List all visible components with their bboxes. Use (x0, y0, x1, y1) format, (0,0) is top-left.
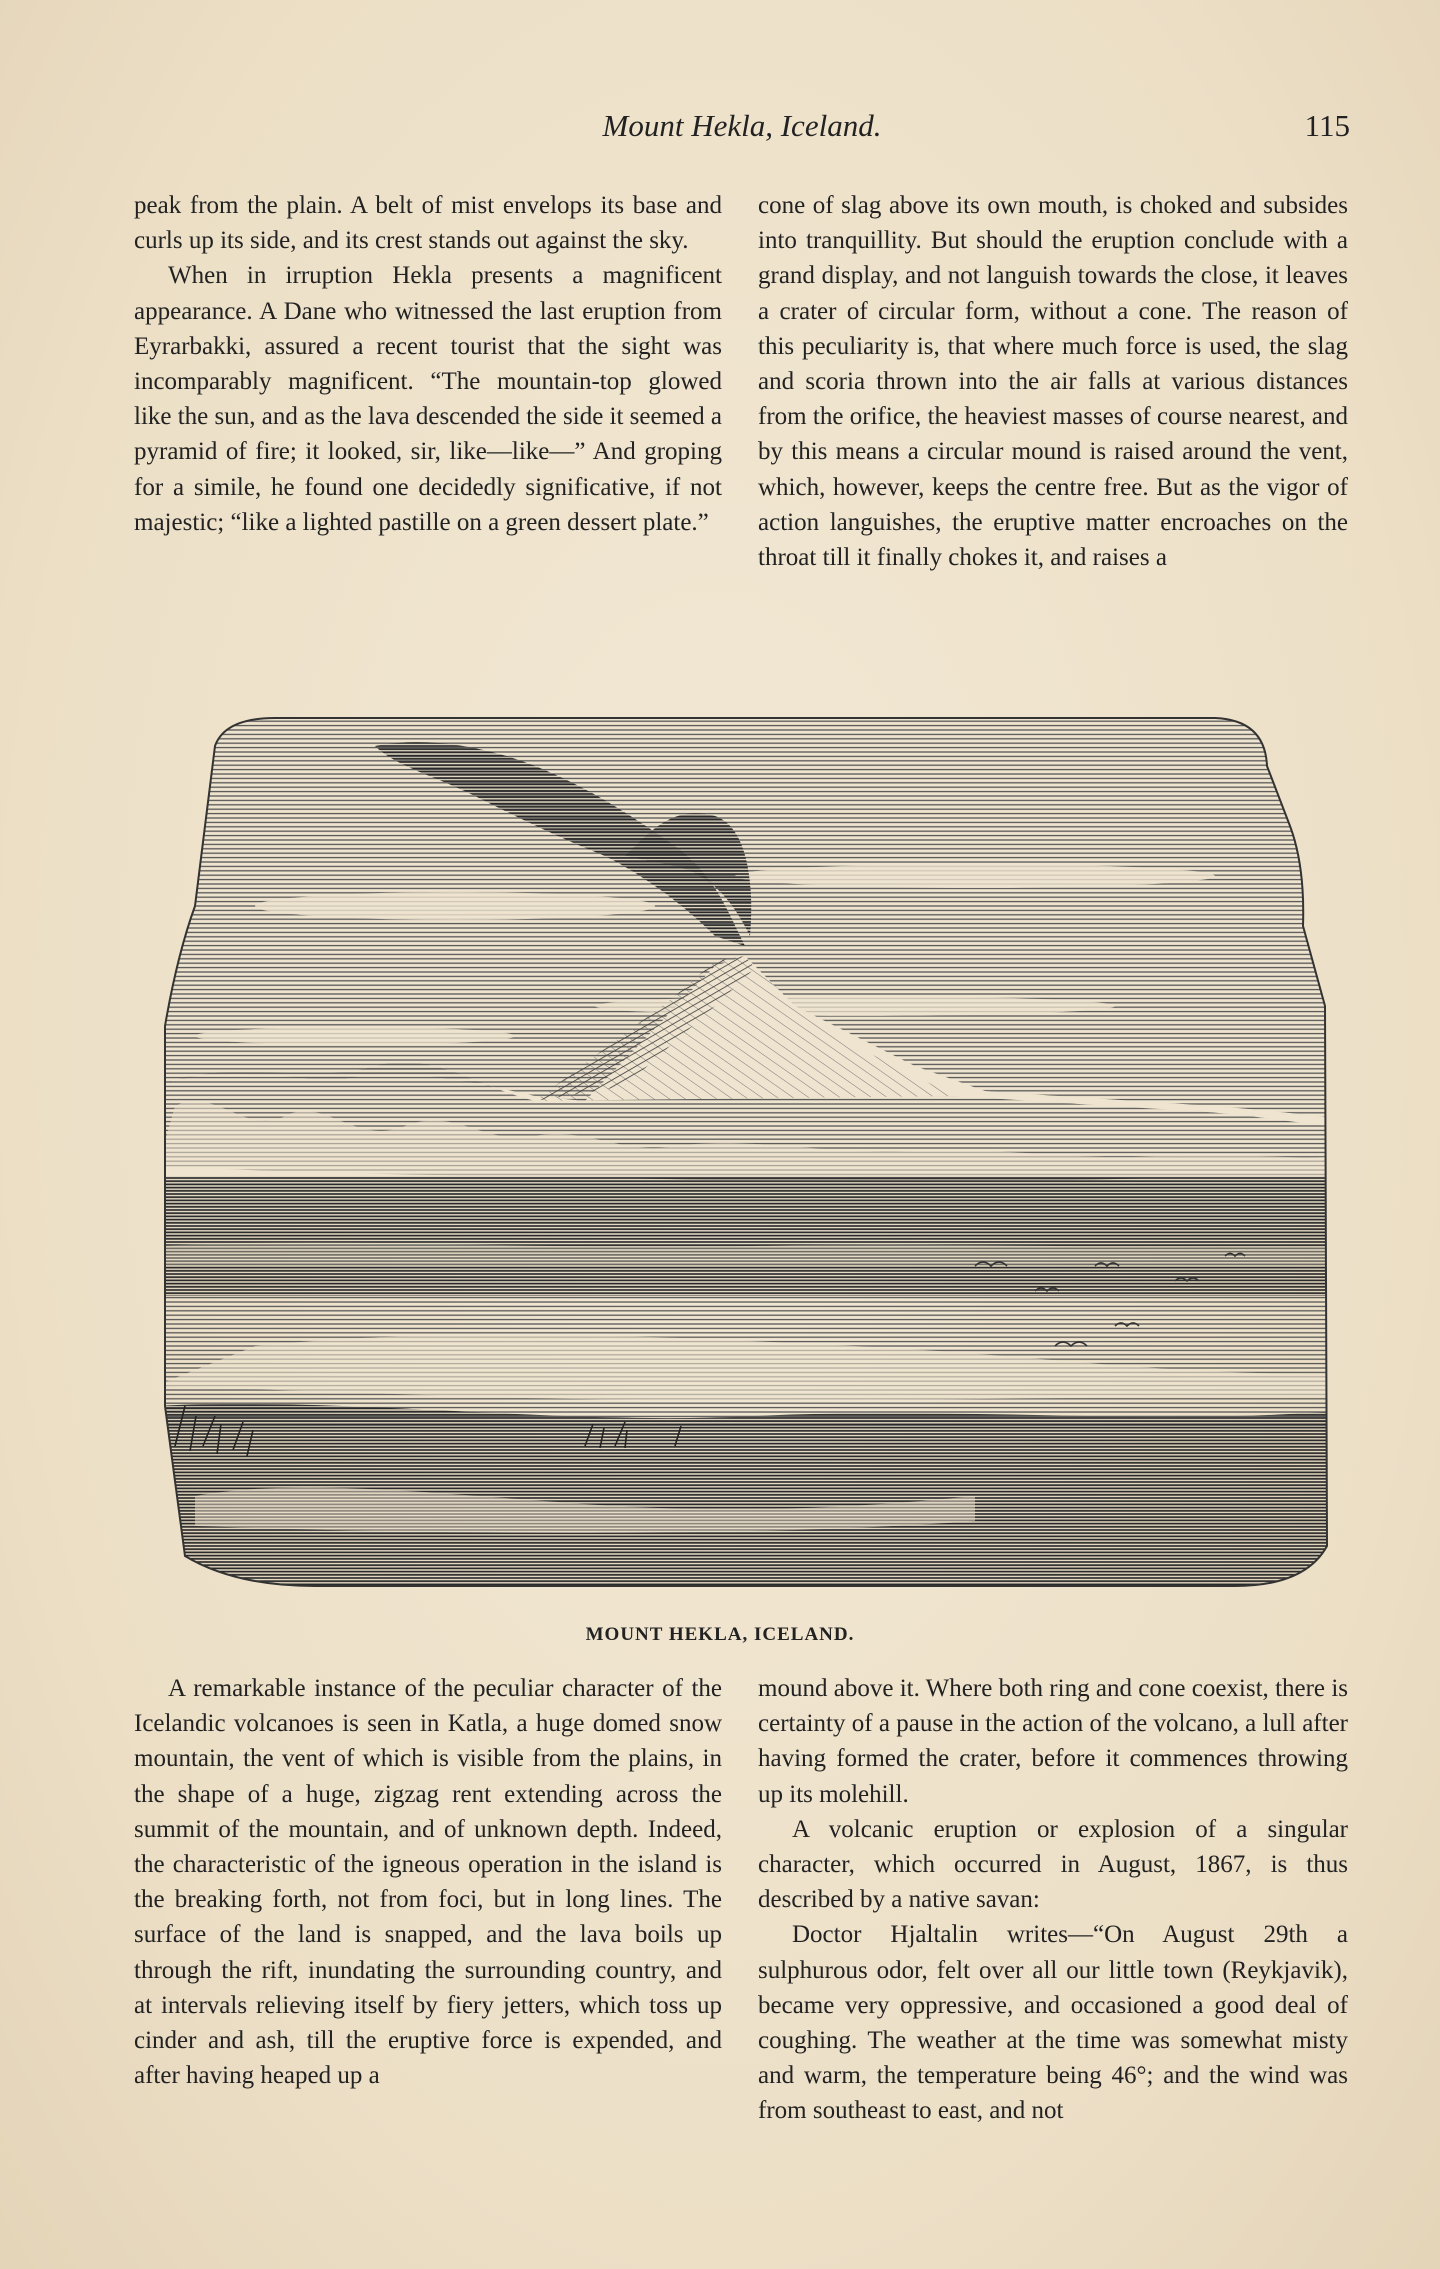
page-header (134, 104, 1350, 154)
paragraph: cone of slag above its own mouth, is choked and subsides into tranquillity. But should the eruption conclude with a grand display, and not languish towards the close, it leaves a crater of circular form, without a cone. The reason of this peculiarity is, that where much force is used, the slag and scoria thrown into the air falls at various distances from the orifice, the heaviest masses of course nearest, and by this means a circular mound is raised around the vent, which, however, keeps the centre free. But as the vigor of action languishes, the eruptive matter encroaches on the throat till it finally chokes it, and raises a (758, 192, 1348, 572)
lower-left-column (134, 1671, 722, 2093)
lower-right-column (758, 1671, 1348, 2129)
upper-left-column (134, 188, 722, 540)
paragraph: mound above it. Where both ring and cone coexist, there is certainty of a pause in the action of the volcano, a lull after having formed the crater, before it commences throwing up its molehill. (758, 1675, 1348, 1808)
figure-caption: MOUNT HEKLA, ICELAND. (585, 1624, 855, 1645)
running-title: Mount Hekla, Iceland. (602, 108, 882, 143)
paragraph: peak from the plain. A belt of mist envelops its base and curls up its side, and its crest stands out against the sky. (134, 192, 722, 255)
page-number: 115 (1304, 108, 1350, 143)
paragraph: A volcanic eruption or explosion of a singular character, which occurred in August, 1867, is thus described by a native savan: (758, 1815, 1348, 1914)
upper-right-column (758, 188, 1348, 575)
paragraph: Doctor Hjaltalin writes—“On August 29th a sulphurous odor, felt over all our little town (Reykjavik), became very oppressive, and occasioned a good deal of coughing. The weather at the time was somewhat misty and warm, the temperature being 46°; and the wind was from southeast to east, and not (758, 1921, 1348, 2125)
engraving-mount-hekla (155, 706, 1335, 1626)
paragraph: A remarkable instance of the peculiar character of the Icelandic volcanoes is seen in Katla, a huge domed snow mountain, the vent of which is visible from the plains, in the shape of a huge, zigzag rent extending across the summit of the mountain, and of unknown depth. Indeed, the characteristic of the igneous operation in the island is the breaking forth, not from foci, but in long lines. The surface of the land is snapped, and the lava boils up through the rift, inundating the surrounding country, and at intervals relieving itself by fiery jetters, which toss up cinder and ash, till the eruptive force is expended, and after having heaped up a (134, 1675, 722, 2090)
paragraph: When in irruption Hekla presents a magnificent appearance. A Dane who witnessed the last eruption from Eyrarbakki, assured a recent tourist that the sight was incomparably magnificent. “The mountain-top glowed like the sun, and as the lava descended the side it seemed a pyramid of fire; it looked, sir, like—like—” And groping for a simile, he found one decidedly significative, if not majestic; “like a lighted pastille on a green dessert plate.” (134, 262, 722, 536)
